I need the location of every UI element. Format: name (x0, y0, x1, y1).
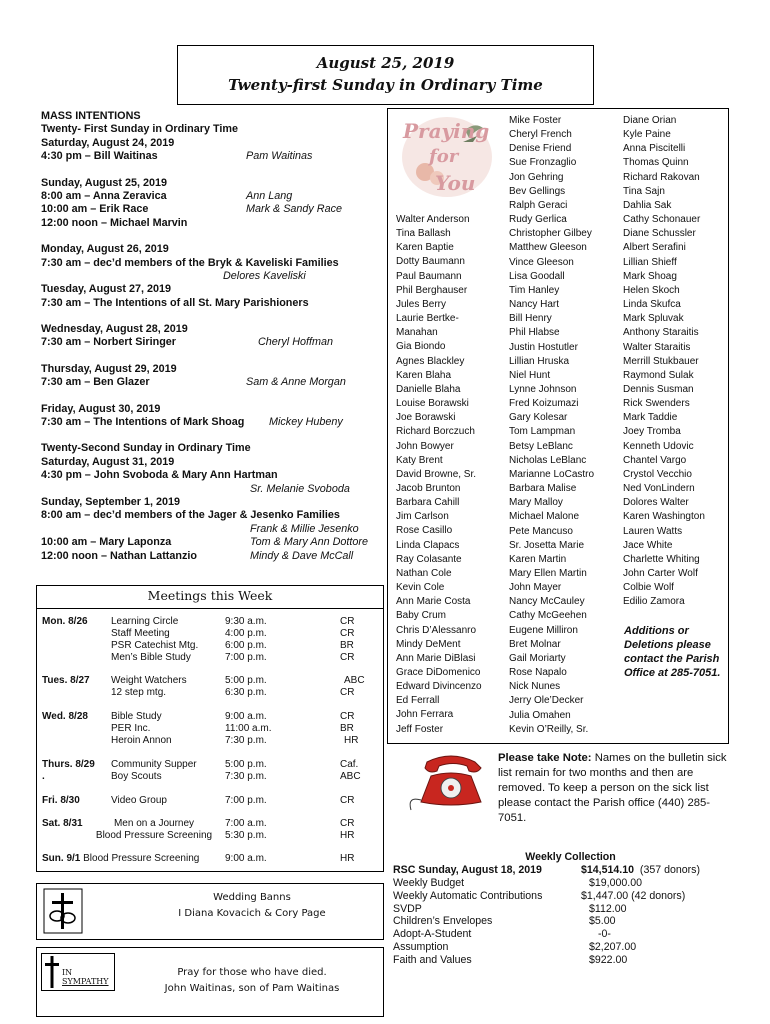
collection-value: $922.00 (589, 954, 628, 967)
meeting-day: Wed. 8/28 (42, 711, 88, 722)
prayer-name: Cathy Schonauer (623, 214, 701, 226)
prayer-name: Karen Washington (623, 511, 705, 523)
sick-list-note (498, 751, 738, 826)
prayer-name: Lynne Johnson (509, 383, 577, 395)
meeting-times (225, 759, 267, 783)
meeting-time: 9:00 a.m. (225, 853, 267, 864)
mass-text: 8:00 am – Anna Zeravica (41, 189, 167, 202)
banns-title: Wedding Banns (213, 892, 291, 903)
meeting-rooms (340, 759, 361, 783)
meeting-items (111, 711, 172, 747)
requested-by: Pam Waitinas (246, 150, 313, 163)
requested-by: Delores Kaveliski (223, 269, 306, 282)
prayer-name: Gia Biondo (396, 341, 446, 353)
prayer-name: Justin Hostutler (509, 341, 578, 353)
prayer-name: Cheryl French (509, 129, 572, 141)
meeting-room: HR (344, 735, 359, 746)
prayer-name: Tina Ballash (396, 228, 451, 240)
collection-value: -0- (598, 928, 611, 941)
prayer-name: Tina Sajn (623, 185, 665, 197)
liturgical-title: Twenty-first Sunday in Ordinary Time (228, 76, 543, 94)
prayer-name: Manahan (396, 327, 438, 339)
meeting-day (42, 759, 95, 783)
collection-row (393, 928, 738, 941)
prayer-name: Bret Molnar (509, 638, 561, 650)
meeting-time: 7:00 p.m. (225, 795, 267, 806)
mass-text: 7:30 am – Norbert Siringer (41, 336, 177, 349)
rings-cross-icon (43, 888, 83, 934)
meeting-room: CR (340, 795, 355, 806)
sympathy-badge-text (62, 968, 109, 986)
prayer-name: Eugene Milliron (509, 624, 578, 636)
meetings-title: Meetings this Week (147, 588, 273, 603)
meeting-time: 6:30 p.m. (225, 687, 267, 698)
mass-line: Monday, August 26, 2019 (41, 243, 169, 256)
mass-line: Tuesday, August 27, 2019 (41, 283, 172, 296)
prayer-name: Nancy McCauley (509, 596, 585, 608)
collection-label: SVDP (393, 902, 422, 915)
sympathy-text (147, 965, 357, 997)
prayer-name: Vince Gleeson (509, 256, 574, 268)
prayer-name: Ann Marie Costa (396, 596, 471, 608)
prayer-name: Ann Marie DiBlasi (396, 652, 476, 664)
meeting-room: ABC (340, 771, 361, 782)
meeting-room: CR (340, 687, 355, 698)
prayer-name: Christopher Gilbey (509, 228, 592, 240)
meeting-item: Community Supper (111, 759, 197, 770)
collection-row (393, 954, 738, 967)
prayer-name: Jace White (623, 539, 673, 551)
requested-by: Sam & Anne Morgan (246, 376, 346, 389)
prayer-name: Lauren Watts (623, 525, 683, 537)
meeting-item: Bible Study (111, 711, 162, 722)
prayer-name: Jacob Brunton (396, 482, 461, 494)
prayer-name: Colbie Wolf (623, 582, 674, 594)
meeting-row-sun (42, 853, 199, 865)
prayer-name: Ed Ferrall (396, 695, 440, 707)
prayer-name: Betsy LeBlanc (509, 440, 573, 452)
collection-value: $112.00 (589, 902, 627, 915)
prayer-names-col2 (509, 114, 594, 737)
meeting-room: BR (340, 723, 354, 734)
prayer-name: Barbara Cahill (396, 497, 460, 509)
prayer-name: Mary Ellen Martin (509, 568, 587, 579)
meeting-room: ABC (344, 675, 365, 686)
prayer-name: Mary Malloy (509, 497, 563, 509)
mass-text: 7:30 am – The Intentions of Mark Shoag (41, 416, 245, 429)
prayer-name: Richard Borczuch (396, 426, 475, 438)
mass-text: 12:00 noon – Nathan Lattanzio (41, 549, 197, 562)
sympathy-name: John Waitinas, son of Pam Waitinas (164, 983, 340, 994)
weekly-collection (393, 851, 738, 967)
mass-line: Friday, August 30, 2019 (41, 402, 161, 415)
meeting-items (89, 818, 219, 842)
prayer-name: Chris D’Alessanro (396, 624, 477, 636)
prayer-name: Julia Omahen (509, 709, 571, 721)
meeting-item: PER Inc. (111, 723, 151, 734)
collection-value: $1,447.00 (42 donors) (581, 889, 686, 902)
requested-by: Mindy & Dave McCall (250, 549, 354, 562)
collection-donors: (357 donors) (639, 863, 700, 876)
prayer-name: Raymond Sulak (623, 369, 694, 381)
collection-row (393, 877, 738, 890)
prayer-name: Dahlia Sak (623, 199, 672, 211)
prayer-name: Dolores Walter (623, 497, 689, 509)
prayer-name: Karen Baptie (396, 242, 454, 254)
prayer-name: Walter Anderson (396, 214, 470, 225)
prayer-name: Louise Borawski (396, 398, 469, 410)
prayer-name: Katy Brent (396, 454, 443, 466)
prayer-name: Dennis Susman (623, 383, 694, 395)
meeting-item: Video Group (111, 795, 167, 806)
prayer-name: Thomas Quinn (623, 157, 689, 169)
prayer-name: Jerry Ole’Decker (509, 695, 584, 707)
meeting-room: HR (340, 830, 355, 841)
prayer-name: Jules Berry (396, 298, 447, 310)
prayer-name: Helen Skoch (623, 284, 680, 296)
additions-line: contact the Parish (624, 653, 720, 665)
mass-line (41, 150, 386, 163)
prayer-name: Michael Malone (509, 511, 580, 523)
prayer-name: Kyle Paine (623, 129, 671, 141)
additions-note (624, 624, 720, 680)
prayer-name: Phil Berghauser (396, 284, 468, 296)
mass-line: 12:00 noon – Michael Marvin (41, 216, 188, 229)
praying-for-you-logo (395, 112, 500, 200)
mass-line: 7:30 am – dec’d members of the Bryk & Kaveliski Families (41, 256, 339, 269)
badge-word: SYMPATHY (62, 977, 109, 986)
meeting-time: 7:00 a.m. (225, 818, 267, 829)
prayer-name: Walter Staraitis (623, 341, 691, 353)
prayer-name: Dotty Baumann (396, 256, 465, 268)
prayer-name: Diane Orian (623, 115, 677, 126)
prayer-name: Nathan Cole (396, 567, 452, 579)
meeting-time: 7:30 p.m. (225, 771, 267, 782)
meeting-rooms (340, 711, 358, 747)
mass-line (41, 550, 386, 563)
sympathy-title: Pray for those who have died. (177, 967, 327, 978)
meeting-item: PSR Catechist Mtg. (111, 640, 199, 651)
prayer-name: Mike Foster (509, 115, 562, 126)
prayer-name: Lillian Hruska (509, 355, 570, 367)
mass-heading: MASS INTENTIONS (41, 110, 141, 122)
meeting-room: Caf. (340, 759, 359, 770)
mass-line: Saturday, August 24, 2019 (41, 136, 175, 149)
collection-value: $14,514.10 (581, 863, 635, 876)
prayer-name: Grace DiDomenico (396, 667, 481, 678)
prayer-name: Sr. Josetta Marie (509, 539, 585, 551)
meeting-time: 7:00 p.m. (225, 652, 267, 663)
prayer-name: Marianne LoCastro (509, 468, 595, 480)
prayer-name: Lillian Shieff (623, 256, 677, 268)
prayer-names-col3 (623, 114, 705, 609)
prayer-name: Edilio Zamora (623, 596, 685, 608)
meeting-day: Sat. 8/31 (42, 818, 83, 829)
meeting-time: 5:30 p.m. (225, 830, 267, 841)
additions-line: Office at 285-7051. (624, 667, 721, 679)
meeting-day: Sun. 9/1 (42, 853, 81, 864)
prayer-name: Gail Moriarty (509, 652, 566, 664)
requested-by: Ann Lang (246, 189, 293, 202)
prayer-name: Albert Serafini (623, 242, 686, 254)
prayer-name: Nick Nunes (509, 681, 561, 693)
prayer-name: Niel Hunt (509, 369, 551, 381)
meeting-day: Tues. 8/27 (42, 675, 90, 686)
prayer-name: Anna Piscitelli (623, 143, 686, 155)
header-box (177, 45, 594, 105)
meeting-item: Learning Circle (111, 616, 179, 627)
mass-text: 10:00 am – Mary Laponza (41, 536, 172, 549)
prayer-name: Agnes Blackley (396, 355, 465, 367)
meeting-day: Mon. 8/26 (42, 616, 88, 627)
prayer-name: Mark Shoag (623, 270, 677, 282)
meeting-rooms (340, 675, 365, 699)
prayer-name: Kenneth Udovic (623, 440, 694, 452)
meeting-time: 9:00 a.m. (225, 711, 267, 722)
prayer-name: Chantel Vargo (623, 454, 687, 466)
collection-label: Adopt-A-Student (393, 928, 472, 941)
prayer-name: Mark Spluvak (623, 313, 684, 325)
collection-label: Faith and Values (393, 954, 472, 967)
prayer-name: Anthony Staraitis (623, 327, 699, 339)
note-text: Names on the bulletin sick list remain for two months and then are removed. To keep a person on the sick list please contact the Parish office (440) 285-7051. (498, 752, 727, 824)
mass-line: Twenty- First Sunday in Ordinary Time (41, 123, 238, 136)
mass-line (41, 190, 386, 203)
collection-row (393, 890, 738, 903)
prayer-name: Kevin Cole (396, 582, 445, 594)
prayer-name: Nancy Hart (509, 299, 560, 311)
wedding-banns-box (36, 883, 384, 940)
prayer-name: Bill Henry (509, 313, 552, 325)
collection-label: Assumption (393, 941, 449, 954)
bulletin-date: August 25, 2019 (316, 54, 455, 72)
meeting-item: Blood Pressure Screening (83, 853, 200, 864)
requested-by: Tom & Mary Ann Dottore (250, 536, 369, 549)
meeting-times (225, 818, 267, 842)
prayer-name: Rudy Gerlica (509, 214, 567, 226)
prayer-name: Matthew Gleeson (509, 242, 587, 254)
prayer-name: Barbara Malise (509, 483, 577, 495)
meeting-item: Staff Meeting (111, 628, 170, 639)
mass-line: Sunday, August 25, 2019 (41, 176, 168, 189)
meeting-items (111, 616, 198, 664)
cross-icon (45, 956, 59, 988)
prayer-name: Denise Friend (509, 143, 572, 155)
meeting-room: BR (340, 640, 354, 651)
banns-couple: I Diana Kovacich & Cory Page (178, 908, 326, 919)
meeting-times (225, 616, 267, 664)
prayer-name: Baby Crum (396, 610, 447, 622)
meeting-rooms (340, 818, 354, 842)
prayer-name: Edward Divincenzo (396, 681, 482, 693)
collection-row (393, 941, 738, 954)
collection-label: RSC Sunday, August 18, 2019 (393, 863, 542, 876)
prayer-name: Fred Koizumazi (509, 398, 579, 410)
in-sympathy-badge (41, 953, 115, 991)
meeting-time: 5:00 p.m. (225, 675, 267, 686)
collection-row-rsc (393, 864, 738, 877)
meeting-room: CR (340, 818, 355, 829)
meeting-time: 4:00 p.m. (225, 628, 267, 639)
mass-line (41, 336, 386, 349)
collection-value: $19,000.00 (589, 876, 643, 889)
meeting-items (111, 675, 187, 699)
prayer-name: Pete Mancuso (509, 525, 573, 537)
collection-label: Children’s Envelopes (393, 915, 493, 928)
prayer-name: Kevin O’Reilly, Sr. (509, 723, 589, 735)
prayer-name: Rick Swenders (623, 398, 690, 410)
additions-line: Additions or (624, 625, 689, 637)
meeting-time: 7:30 p.m. (225, 735, 267, 746)
prayer-name: David Browne, Sr. (396, 468, 477, 480)
prayer-name: Ralph Geraci (509, 199, 568, 211)
requested-by: Mickey Hubeny (269, 416, 343, 429)
prayer-name: Joe Borawski (396, 412, 456, 424)
prayer-name: Merrill Stukbauer (623, 355, 699, 367)
prayer-name: Laurie Bertke- (396, 313, 459, 325)
prayer-name: John Mayer (509, 582, 562, 594)
requested-by: Sr. Melanie Svoboda (250, 482, 350, 495)
mass-line (41, 523, 386, 536)
collection-value: $2,207.00 (589, 941, 637, 954)
sympathy-box (36, 947, 384, 1017)
mass-line (41, 483, 386, 496)
logo-word: for (429, 146, 459, 167)
mass-line (41, 416, 386, 429)
prayer-name: Richard Rakovan (623, 171, 700, 183)
prayer-name: Rose Napalo (509, 667, 567, 679)
mass-line (41, 376, 386, 389)
prayer-name: Ray Colasante (396, 553, 462, 565)
prayer-name: Tom Lampman (509, 426, 576, 438)
meeting-room: CR (340, 616, 355, 627)
meeting-item: Men on a Journey (113, 818, 195, 829)
mass-line: Twenty-Second Sunday in Ordinary Time (41, 442, 251, 455)
meeting-rooms (340, 616, 354, 664)
collection-label: Weekly Automatic Contributions (393, 889, 543, 902)
prayer-name: Sue Fronzaglio (509, 157, 577, 169)
meeting-item: Men’s Bible Study (111, 652, 191, 663)
meeting-item: 12 step mtg. (111, 687, 167, 698)
meeting-time: 11:00 a.m. (225, 723, 272, 734)
collection-label: Weekly Budget (393, 876, 465, 889)
note-label: Please take Note: (498, 752, 592, 764)
prayer-name: Jon Gehring (509, 171, 564, 183)
additions-line: Deletions please (624, 639, 711, 651)
meeting-room: HR (340, 853, 355, 864)
logo-word: Praying (403, 119, 490, 143)
prayer-name: Jim Carlson (396, 511, 449, 523)
prayer-name: Karen Martin (509, 553, 567, 565)
prayer-name: Diane Schussler (623, 228, 696, 240)
requested-by: Cheryl Hoffman (258, 336, 334, 349)
prayer-name: Lisa Goodall (509, 270, 565, 282)
collection-value: $5.00 (589, 915, 616, 928)
collection-heading: Weekly Collection (525, 851, 616, 863)
meeting-room: CR (340, 711, 355, 722)
meeting-item: Heroin Annon (111, 735, 172, 746)
prayer-name: Bev Gellings (509, 185, 566, 197)
meeting-time: 5:00 p.m. (225, 759, 267, 770)
meeting-times (225, 675, 267, 699)
prayer-name: Ned VonLindern (623, 483, 695, 495)
mass-text: 4:30 pm – Bill Waitinas (41, 150, 158, 163)
prayer-name: Linda Clapacs (396, 539, 460, 551)
prayer-name: Gary Kolesar (509, 412, 568, 424)
prayer-name: Nicholas LeBlanc (509, 454, 587, 466)
meeting-time: 9:30 a.m. (225, 616, 267, 627)
prayer-name: Rose Casillo (396, 525, 453, 537)
prayer-name: Charlette Whiting (623, 553, 700, 565)
meeting-day-mark: . (42, 771, 45, 782)
prayer-name: Tim Hanley (509, 284, 560, 296)
meeting-item: Blood Pressure Screening (95, 830, 213, 841)
prayer-name: John Bowyer (396, 440, 454, 452)
mass-line: 4:30 pm – John Svoboda & Mary Ann Hartman (41, 469, 278, 482)
mass-line (41, 536, 386, 549)
mass-line: 7:30 am – The Intentions of all St. Mary Parishioners (41, 296, 309, 309)
prayer-name: Linda Skufca (623, 299, 681, 311)
banns-text (147, 890, 357, 922)
telephone-icon (405, 752, 497, 812)
meeting-item: Boy Scouts (111, 771, 162, 782)
logo-word: You (435, 171, 476, 195)
prayer-name: Karen Blaha (396, 369, 452, 381)
prayer-name: Crystol Vecchio (623, 468, 692, 480)
badge-word: IN (62, 968, 73, 977)
prayer-name: John Ferrara (396, 709, 454, 721)
prayer-name: Jeff Foster (396, 723, 444, 735)
prayer-name: Mindy DeMent (396, 638, 461, 650)
meetings-box (36, 585, 384, 872)
mass-text: 10:00 am – Erik Race (41, 203, 149, 216)
meeting-day-label: Thurs. 8/29 (42, 759, 95, 770)
meeting-room: CR (340, 628, 355, 639)
mass-text: 7:30 am – Ben Glazer (41, 376, 150, 389)
requested-by: Frank & Millie Jesenko (250, 522, 359, 535)
mass-line: Thursday, August 29, 2019 (41, 362, 177, 375)
prayer-name: Phil Hlabse (509, 327, 560, 339)
collection-row (393, 915, 738, 928)
mass-line: 8:00 am – dec’d members of the Jager & Jesenko Families (41, 509, 340, 522)
mass-line: Wednesday, August 28, 2019 (41, 323, 188, 336)
mass-intentions (41, 110, 386, 563)
prayer-name: Paul Baumann (396, 270, 462, 282)
mass-line: Saturday, August 31, 2019 (41, 455, 175, 468)
meeting-day: Fri. 8/30 (42, 795, 80, 806)
prayer-name: Danielle Blaha (396, 383, 461, 395)
prayer-name: Cathy McGeehen (509, 610, 587, 622)
prayer-name: Joey Tromba (623, 426, 681, 438)
meeting-time: 6:00 p.m. (225, 640, 267, 651)
prayer-name: John Carter Wolf (623, 568, 698, 579)
collection-row (393, 903, 738, 916)
meeting-items (111, 759, 197, 783)
mass-line (41, 270, 386, 283)
mass-line: Sunday, September 1, 2019 (41, 495, 181, 508)
mass-line (41, 203, 386, 216)
collection-rows (393, 877, 738, 967)
prayer-name: Mark Taddie (623, 412, 678, 424)
meeting-times (225, 711, 272, 747)
meeting-room: CR (340, 652, 355, 663)
prayer-names-col1 (396, 213, 482, 737)
meeting-item: Weight Watchers (111, 675, 187, 686)
requested-by: Mark & Sandy Race (246, 203, 343, 216)
